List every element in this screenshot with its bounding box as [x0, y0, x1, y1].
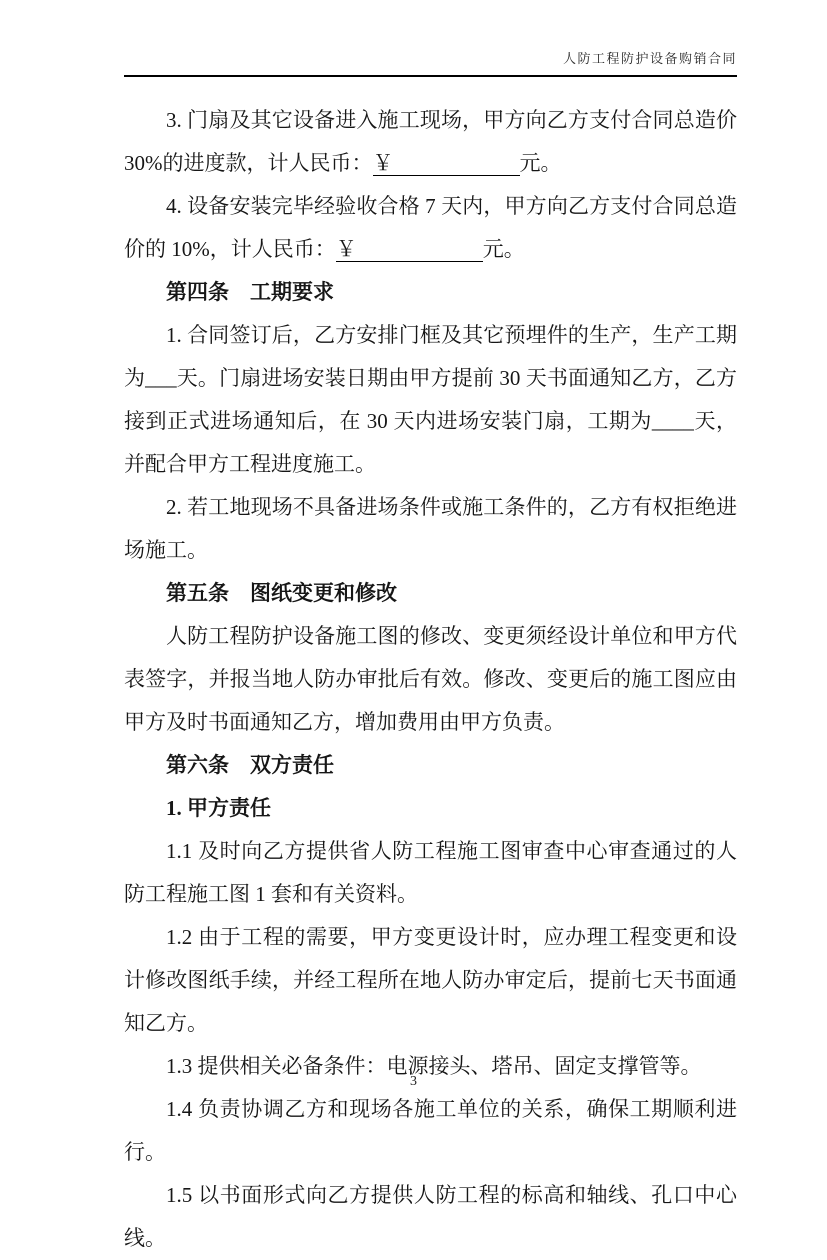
article4-item1: 1. 合同签订后，乙方安排门框及其它预埋件的生产，生产工期为___天。门扇进场安装日期由甲方提前 30 天书面通知乙方，乙方接到正式进场通知后，在 30 天内进场安装门扇，工期为____天，并配合甲方工程进度施工。: [124, 323, 737, 476]
article6-item-1-2: 1.2 由于工程的需要，甲方变更设计时，应办理工程变更和设计修改图纸手续，并经工程所在地人防办审定后，提前七天书面通知乙方。: [124, 925, 737, 1035]
clause4-amount-blank: ￥: [335, 237, 483, 261]
paragraph-clause3-payment: [124, 99, 737, 185]
page-footer: [0, 1074, 827, 1090]
article4-item2: 2. 若工地现场不具备进场条件或施工条件的，乙方有权拒绝进场施工。: [124, 495, 737, 562]
article6-item-1-5: 1.5 以书面形式向乙方提供人防工程的标高和轴线、孔口中心线。: [124, 1183, 737, 1250]
paragraph-clause4-payment: [124, 185, 737, 271]
page-header: [124, 48, 737, 77]
article5-heading: 第五条 图纸变更和修改: [166, 581, 397, 605]
article6-item-1-4: 1.4 负责协调乙方和现场各施工单位的关系，确保工期顺利进行。: [124, 1097, 737, 1164]
page-number: 3: [410, 1074, 417, 1089]
article4-heading: 第四条 工期要求: [166, 280, 334, 304]
clause4-text: 4. 设备安装完毕经验收合格 7 天内，甲方向乙方支付合同总造价的 10%，计人民币：: [124, 194, 737, 261]
party-a-responsibility-heading: 1. 甲方责任: [166, 796, 271, 820]
article6-item-1-1: 1.1 及时向乙方提供省人防工程施工图审查中心审查通过的人防工程施工图 1 套和有关资料。: [124, 839, 737, 906]
article5-body: 人防工程防护设备施工图的修改、变更须经设计单位和甲方代表签字，并报当地人防办审批后有效。修改、变更后的施工图应由甲方及时书面通知乙方，增加费用由甲方负责。: [124, 624, 737, 734]
clause4-tail: 元。: [482, 237, 525, 261]
clause3-amount-blank: ￥: [372, 151, 520, 175]
article6-heading: 第六条 双方责任: [166, 753, 334, 777]
header-title: 人防工程防护设备购销合同: [562, 51, 737, 66]
clause3-tail: 元。: [519, 151, 562, 175]
article6-item-1-3: 1.3 提供相关必备条件：电源接头、塔吊、固定支撑管等。: [166, 1054, 702, 1078]
clause3-text: 3. 门扇及其它设备进入施工现场，甲方向乙方支付合同总造价 30%的进度款，计人民币：: [124, 108, 737, 175]
